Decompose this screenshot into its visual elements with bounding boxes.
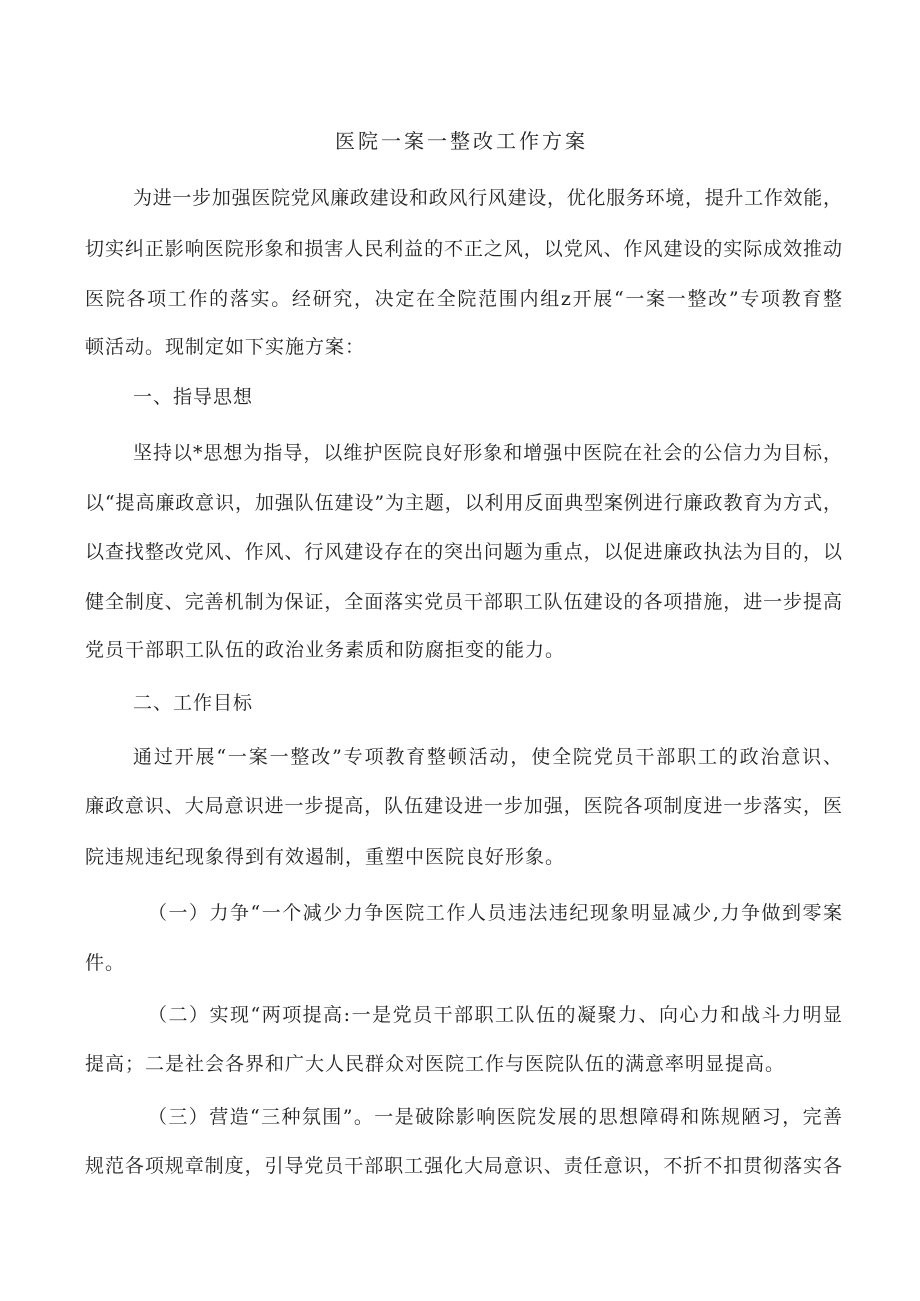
section1-paragraph-line: 党员干部职工队伍的政治业务素质和防腐拒变的能力。 (85, 639, 566, 661)
intro-paragraph-line: 为进一步加强医院党风廉政建设和政风行风建设，优化服务环境，提升工作效能， (133, 187, 842, 209)
section1-paragraph-line: 以查找整改党风、作风、行风建设存在的突出问题为重点，以促进廉政执法为目的，以 (85, 541, 842, 563)
intro-paragraph-line: 顿活动。现制定如下实施方案： (85, 336, 366, 358)
goal-item-1-line: （一）力争“一个减少力争医院工作人员违法违纪现象明显减少,力争做到零案 (148, 902, 842, 924)
section1-paragraph-line: 健全制度、完善机制为保证，全面落实党员干部职工队伍建设的各项措施，进一步提高 (85, 591, 842, 613)
section-heading-guiding-thought: 一、指导思想 (133, 386, 254, 408)
intro-paragraph-line: 切实纠正影响医院形象和损害人民利益的不正之风，以党风、作风建设的实际成效推动 (85, 238, 842, 260)
goal-item-1-line: 件。 (85, 952, 126, 974)
section1-paragraph-line: 坚持以*思想为指导，以维护医院良好形象和增强中医院在社会的公信力为目标， (133, 442, 842, 464)
intro-paragraph-line: 医院各项工作的落实。经研究，决定在全院范围内组z开展“一案一整改”专项教育整 (85, 288, 842, 310)
goal-item-2-line: 提高；二是社会各界和广大人民群众对医院工作与医院队伍的满意率明显提高。 (85, 1053, 786, 1075)
section2-paragraph-line: 院违规违纪现象得到有效遏制，重塑中医院良好形象。 (85, 846, 566, 868)
section1-paragraph-line: 以“提高廉政意识，加强队伍建设”为主题，以利用反面典型案例进行廉政教育为方式， (85, 492, 842, 514)
document-title: 医院一案一整改工作方案 (335, 129, 588, 153)
section2-paragraph-line: 廉政意识、大局意识进一步提高，队伍建设进一步加强，医院各项制度进一步落实，医 (85, 795, 842, 817)
goal-item-3-line: （三）营造“三种氛围”。一是破除影响医院发展的思想障碍和陈规陋习，完善 (148, 1106, 842, 1128)
section2-paragraph-line: 通过开展“一案一整改”专项教育整顿活动，使全院党员干部职工的政治意识、 (133, 746, 842, 768)
goal-item-2-line: （二）实现“两项提高:一是党员干部职工队伍的凝聚力、向心力和战斗力明显 (148, 1004, 842, 1026)
goal-item-3-line: 规范各项规章制度，引导党员干部职工强化大局意识、责任意识，不折不扣贯彻落实各 (85, 1155, 842, 1177)
section-heading-work-goals: 二、工作目标 (133, 692, 254, 714)
